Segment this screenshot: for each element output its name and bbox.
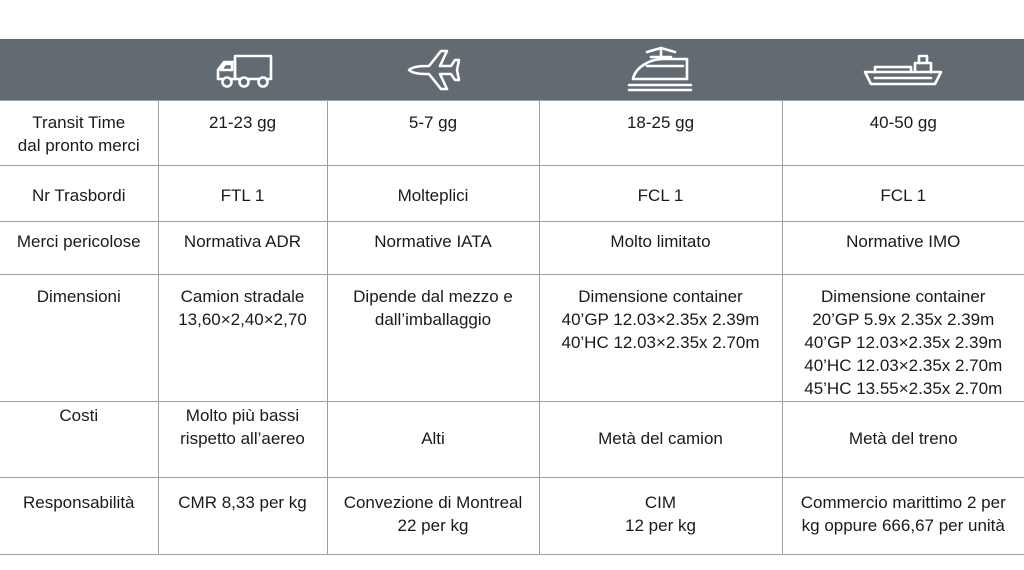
row-label-line: Responsabilità (22, 493, 135, 512)
table-body (0, 101, 1024, 555)
cell-text-line: CMR 8,33 per kg (178, 493, 307, 512)
header-empty-cell (0, 39, 158, 101)
cell-transit-truck (158, 101, 327, 166)
cell-text-line: 22 per kg (397, 516, 469, 535)
row-label-line: Transit Time (32, 113, 126, 132)
row-label-resp (0, 478, 158, 555)
cell-transit-train (539, 101, 782, 166)
cell-text-line: Camion stradale (180, 287, 305, 306)
cell-merci-train (539, 222, 782, 275)
cell-text-line: kg oppure 666,67 per unità (801, 516, 1005, 535)
cell-text-line: Metà del treno (848, 429, 958, 448)
row-label-transit (0, 101, 158, 166)
table-row-trasbordi (0, 166, 1024, 222)
cell-resp-airplane (327, 478, 539, 555)
cell-text-line: Normative IMO (846, 232, 961, 251)
row-label-line: Nr Trasbordi (31, 186, 126, 205)
cell-text-line: FCL 1 (880, 186, 927, 205)
cell-costi-train (539, 402, 782, 478)
cell-text-line: 5-7 gg (408, 113, 458, 132)
cell-text-line: Dimensione container (821, 287, 986, 306)
cell-text-line: FTL 1 (220, 186, 265, 205)
row-label-costi (0, 402, 158, 478)
cell-text-line: 45’HC 13.55×2.35x 2.70m (804, 379, 1003, 398)
row-label-line: Dimensioni (36, 287, 121, 306)
cell-merci-airplane (327, 222, 539, 275)
cell-dim-ship (782, 275, 1024, 402)
truck-icon (211, 50, 275, 90)
cell-trasbordi-truck (158, 166, 327, 222)
table-row-costi (0, 402, 1024, 478)
header-train-cell (539, 39, 782, 101)
cell-text-line: Molto limitato (610, 232, 711, 251)
cell-text-line: Dipende dal mezzo e (353, 287, 513, 306)
comparison-table-container (0, 39, 1024, 555)
transport-comparison-table (0, 39, 1024, 555)
cell-resp-truck (158, 478, 327, 555)
cell-trasbordi-airplane (327, 166, 539, 222)
table-header (0, 39, 1024, 101)
cell-text-line: Commercio marittimo 2 per (800, 493, 1006, 512)
table-row-dim (0, 275, 1024, 402)
cell-text-line: Normativa ADR (183, 232, 302, 251)
train-icon (625, 46, 697, 94)
cell-resp-ship (782, 478, 1024, 555)
header-truck-cell (158, 39, 327, 101)
cell-text-line: Normative IATA (374, 232, 492, 251)
cell-trasbordi-train (539, 166, 782, 222)
cell-transit-airplane (327, 101, 539, 166)
cell-text-line: Alti (421, 429, 445, 448)
cell-dim-truck (158, 275, 327, 402)
cell-transit-ship (782, 101, 1024, 166)
row-label-line: dal pronto merci (17, 136, 140, 155)
cell-text-line: 20’GP 5.9x 2.35x 2.39m (812, 310, 995, 329)
cell-text-line: dall’imballaggio (374, 310, 492, 329)
table-row-merci (0, 222, 1024, 275)
cell-text-line: 40’HC 12.03×2.35x 2.70m (561, 333, 760, 352)
header-airplane-cell (327, 39, 539, 101)
cell-text-line: Molto più bassi (185, 406, 300, 425)
cell-costi-ship (782, 402, 1024, 478)
cell-costi-truck (158, 402, 327, 478)
cell-text-line: 40’HC 12.03×2.35x 2.70m (804, 356, 1003, 375)
row-label-trasbordi (0, 166, 158, 222)
cell-dim-airplane (327, 275, 539, 402)
cell-text-line: rispetto all’aereo (180, 429, 305, 448)
cell-text-line: 40-50 gg (869, 113, 937, 132)
cell-text-line: 21-23 gg (208, 113, 277, 132)
cell-merci-ship (782, 222, 1024, 275)
cell-text-line: 40’GP 12.03×2.35x 2.39m (804, 333, 1003, 352)
row-label-line: Costi (59, 406, 99, 425)
cell-costi-airplane (327, 402, 539, 478)
cell-text-line: Metà del camion (598, 429, 723, 448)
cell-dim-train (539, 275, 782, 402)
airplane-icon (403, 47, 463, 93)
row-label-dim (0, 275, 158, 402)
cell-text-line: Dimensione container (578, 287, 743, 306)
cell-text-line: 13,60×2,40×2,70 (178, 310, 307, 329)
header-ship-cell (782, 39, 1024, 101)
cell-text-line: Molteplici (397, 186, 469, 205)
ship-icon (861, 50, 945, 90)
row-label-merci (0, 222, 158, 275)
cell-resp-train (539, 478, 782, 555)
cell-text-line: CIM (644, 493, 677, 512)
cell-text-line: Convezione di Montreal (343, 493, 523, 512)
cell-text-line: 40’GP 12.03×2.35x 2.39m (561, 310, 760, 329)
table-row-transit (0, 101, 1024, 166)
cell-merci-truck (158, 222, 327, 275)
cell-text-line: FCL 1 (637, 186, 684, 205)
table-row-resp (0, 478, 1024, 555)
row-label-line: Merci pericolose (16, 232, 141, 251)
cell-trasbordi-ship (782, 166, 1024, 222)
cell-text-line: 18-25 gg (626, 113, 695, 132)
cell-text-line: 12 per kg (625, 516, 696, 535)
